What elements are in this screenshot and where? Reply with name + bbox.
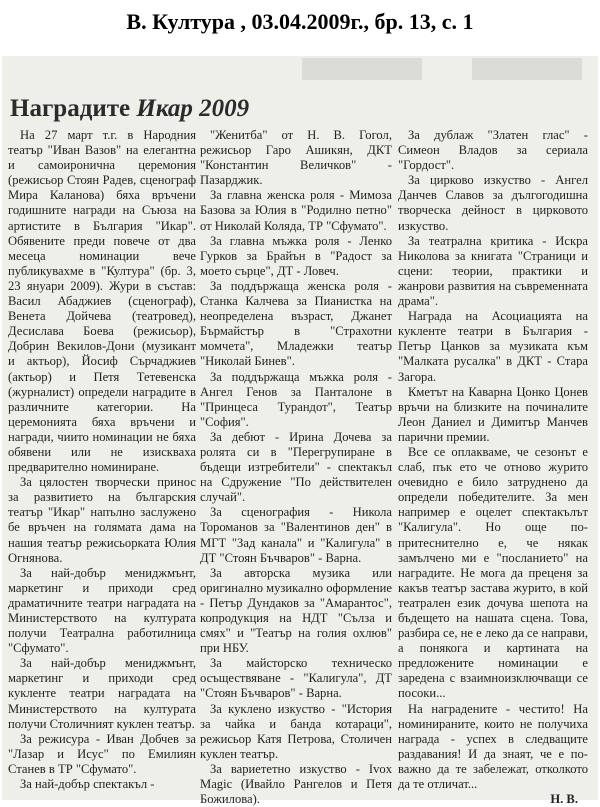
adjacent-article-fragment (302, 58, 422, 80)
paragraph: Награда на Асоциацията на кукленте театри в България - Петър Цанков за музиката към "Малката русалка" в ДКТ - Стара Загора. (398, 309, 588, 384)
paragraph: За майсторско техническо осъществяване - "Калигула", ДТ "Стоян Бъчваров" - Варна. (200, 656, 392, 701)
paragraph: За най-добър спектакъл - (20, 777, 155, 792)
paragraph: За куклено изкуство - "История за чайка и банда котараци", режисьор Катя Петрова, Столичен куклен театър. (200, 701, 392, 761)
paragraph: За цялостен творчески принос за развитието на българския театър "Икар" напълно заслужено бе връчен на голямата дама на нашия театър режисьорката Юлия Огнянова. (8, 475, 196, 565)
paragraph: За главна женска роля - Мимоза Базова за Юлия в "Родилно петно" от Николай Коляда, ТР "Сфумато". (200, 188, 392, 233)
paragraph: За дублаж "Златен глас" - Симеон Владов за сериала "Гордост". (398, 128, 588, 173)
adjacent-article-fragment (472, 58, 582, 80)
author-signature: Н. В. (550, 792, 578, 807)
paragraph: За цирково изкуство - Ангел Данчев Славов за дългогодишна творческа дейност в цирковото изкуство. (398, 173, 588, 233)
paragraph: За театрална критика - Искра Николова за книгата "Страници и сцени: теории, практики и жанрови развития на съвременната драма". (398, 233, 588, 309)
paragraph: За поддържаща мъжка роля - Ангел Генов за Панталоне в "Принцеса Турандот", Театър "София". (200, 369, 392, 429)
paragraph: "Женитба" от Н. В. Гогол, режисьор Гаро Ашикян, ДКТ "Константин Величков" - Пазарджик. (200, 128, 392, 188)
paragraph: За режисура - Иван Добчев за "Лазар и Исус" по Емилиян Станев в ТР "Сфумато". (8, 731, 196, 776)
paragraph: Кметът на Каварна Цонко Цонев връчи на близките на починалите Леон Даниел и Димитър Манчев парични премии. (398, 384, 588, 444)
paragraph: За поддържаща женска роля - Станка Калчева за Пианистка на неопределена възраст, Джанет Бърмайстър в "Страхотни момчета", Младежки театър "Николай Бинев". (200, 278, 392, 369)
paragraph: За най-добър мениджмънт, маркетинг и приходи сред драматичните театри наградата на Министерството на културата получи Театрална работилница "Сфумато". (8, 565, 196, 656)
paragraph: За вариететно изкуство - Ivox Magic (Ивайло Рангелов и Петя Божилова). (200, 761, 392, 807)
paragraph: За най-добър мениджмънт, маркетинг и приходи сред кукленте театри наградата на Министерството на културата получи Столичният куклен театър. (8, 656, 196, 731)
paragraph: За авторска музика или оригинално музикално оформление - Петър Дундаков за "Амарантос", копродукция на НДТ "Сълза и смях" и "Театър на голия охлюв" при НБУ. (200, 565, 392, 656)
text-column-3 (398, 128, 588, 807)
source-citation: В. Култура , 03.04.2009г., бр. 13, с. 1 (126, 9, 474, 34)
text-column-1 (8, 128, 196, 798)
newspaper-clipping (2, 56, 598, 807)
article-title-main: Наградите (10, 95, 131, 122)
article-title-emph: Икар 2009 (136, 95, 250, 122)
article-title (10, 94, 350, 124)
paragraph: За сценография - Никола Тороманов за "Валентинов ден" в МГТ "Зад канала" и "Калигула" в ДТ "Стоян Бъчваров" - Варна. (200, 505, 392, 565)
text-column-2 (200, 128, 392, 807)
paragraph: За дебют - Ирина Дочева за ролята си в "Перегрупиране в бъдещи изтребители" - спектакъл на Сдружение "По действителен случай". (200, 429, 392, 505)
paragraph: На наградените - честито! На номинираните, които не получиха награда - успех в следващите раздавания! И да знаят, че е по-важно да те забележат, отколкото да те отличат... (398, 701, 588, 792)
paragraph: На 27 март т.г. в Народния театър "Иван Вазов" на елегантна и самоиронична церемония (режисьор Стоян Радев, сценограф Мира Каланова) бяха връчени годишните награди на Съюза на артистите в България "Икар". Обявените преди повече от два месеца номинации вече публикувахме в "Култура" (бр. 3, 23 януари 2009). Жури в състав: Васил Абаджиев (сценограф), Венета Дойчева (театровед), Десислава Боева (режисьор), Добрин Векилов-Дони (музикант и актьор), Йосиф Сърчаджиев (актьор) и Петя Тетевенска (журналист) определи наградите в различните категории. На церемонията бяха връчени и награди, чиито номинации не бяха обявени или не изискваха предварително номиниране. (8, 128, 196, 475)
paragraph: Все се оплакваме, че сезонът е слаб, пък ето че отново журито очевидно е било затруднено да определи победителите. За мен например е оцелет спектакълът "Калигула". Но още по-притеснително е, че някак замълчено ми е "посланието" на наградите. Не мога да преценя за какъв театър застава журито, в кой театрален език дочува шепота на бъдещето на нашата сцена. Това, разбира се, не е леко да се направи, а понякога и картината на предложените номинации е заредена с взаимноизключващи се посоки... (398, 444, 588, 701)
paragraph: За главна мъжка роля - Ленко Гурков за Брайън в "Радост за моето сърце", ДТ - Ловеч. (200, 233, 392, 278)
